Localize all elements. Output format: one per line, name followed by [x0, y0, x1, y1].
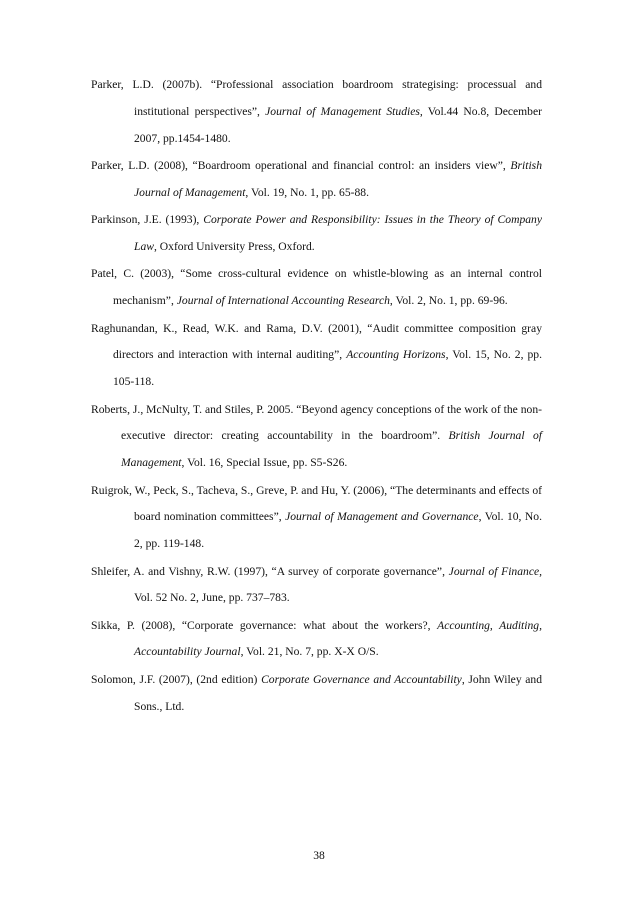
- reference-entry: [91, 72, 542, 152]
- reference-text: , Vol. 15, No. 2, pp. 105-118.: [113, 348, 543, 389]
- reference-text: Parker, L.D. (2008), “Boardroom operational and financial control: an insiders view”,: [91, 158, 511, 172]
- reference-text: Vol.44 No.8, December 2007, pp.1454-1480.: [134, 104, 542, 145]
- reference-text: Parker, L.D. (2007b). “Professional association boardroom strategising: processual and institutional perspectives”,: [91, 78, 542, 118]
- reference-text: , Vol. 16, Special Issue, pp. S5-S26.: [181, 456, 348, 470]
- reference-text: Raghunandan, K., Read, W.K. and Rama, D.V. (2001), “Audit committee composition gray directors and interaction with internal auditing”,: [91, 321, 542, 362]
- reference-text: , Vol. 21, No. 7, pp. X-X O/S.: [240, 645, 379, 659]
- reference-text: Vol. 52 No. 2, June, pp. 737–783.: [134, 591, 290, 605]
- reference-entry: [91, 667, 542, 721]
- reference-text: , Vol. 19, No. 1, pp. 65-88.: [245, 185, 369, 199]
- reference-text: Parkinson, J.E. (1993),: [91, 213, 204, 227]
- reference-source-title: British Journal of Management: [134, 158, 542, 199]
- reference-list: [91, 72, 542, 721]
- reference-text: Ruigrok, W., Peck, S., Tacheva, S., Greve, P. and Hu, Y. (2006), “The determinants and effects of board nomination committees”,: [91, 483, 542, 524]
- reference-text: Patel, C. (2003), “Some cross-cultural evidence on whistle-blowing as an internal control mechanism”,: [91, 267, 542, 308]
- reference-text: Sikka, P. (2008), “Corporate governance: what about the workers?,: [91, 618, 438, 632]
- reference-source-title: Corporate Governance and Accountability: [261, 672, 462, 686]
- reference-entry: [91, 613, 542, 667]
- reference-entry: [91, 478, 542, 558]
- reference-source-title: Journal of Management Studies,: [265, 104, 423, 118]
- reference-text: , Vol. 2, No. 1, pp. 69-96.: [389, 294, 508, 308]
- reference-source-title: Journal of International Accounting Research: [176, 294, 390, 308]
- reference-entry: [91, 397, 542, 477]
- reference-text: , John Wiley and Sons., Ltd.: [134, 672, 543, 713]
- reference-entry: [91, 316, 542, 396]
- reference-text: , Oxford University Press, Oxford.: [153, 239, 315, 253]
- reference-source-title: Journal of Finance,: [448, 564, 543, 578]
- reference-source-title: British Journal of Management: [121, 429, 542, 470]
- reference-source-title: Corporate Power and Responsibility: Issues in the Theory of Company Law: [134, 213, 542, 253]
- reference-text: Roberts, J., McNulty, T. and Stiles, P. 2005. “Beyond agency conceptions of the work of the non-executive director: creating accountability in the boardroom”.: [91, 402, 542, 443]
- reference-entry: [91, 261, 542, 315]
- reference-source-title: Accounting Horizons: [346, 348, 446, 362]
- page-number: 38: [313, 849, 325, 862]
- reference-source-title: Accounting, Auditing, Accountability Journal: [134, 618, 542, 659]
- reference-entry: [91, 207, 542, 261]
- reference-entry: [91, 559, 542, 613]
- reference-source-title: Journal of Management and Governance: [285, 510, 479, 524]
- reference-text: , Vol. 10, No. 2, pp. 119-148.: [134, 510, 542, 551]
- reference-text: Solomon, J.F. (2007), (2nd edition): [91, 672, 262, 686]
- reference-text: Shleifer, A. and Vishny, R.W. (1997), “A survey of corporate governance”,: [91, 564, 449, 578]
- reference-entry: [91, 153, 542, 207]
